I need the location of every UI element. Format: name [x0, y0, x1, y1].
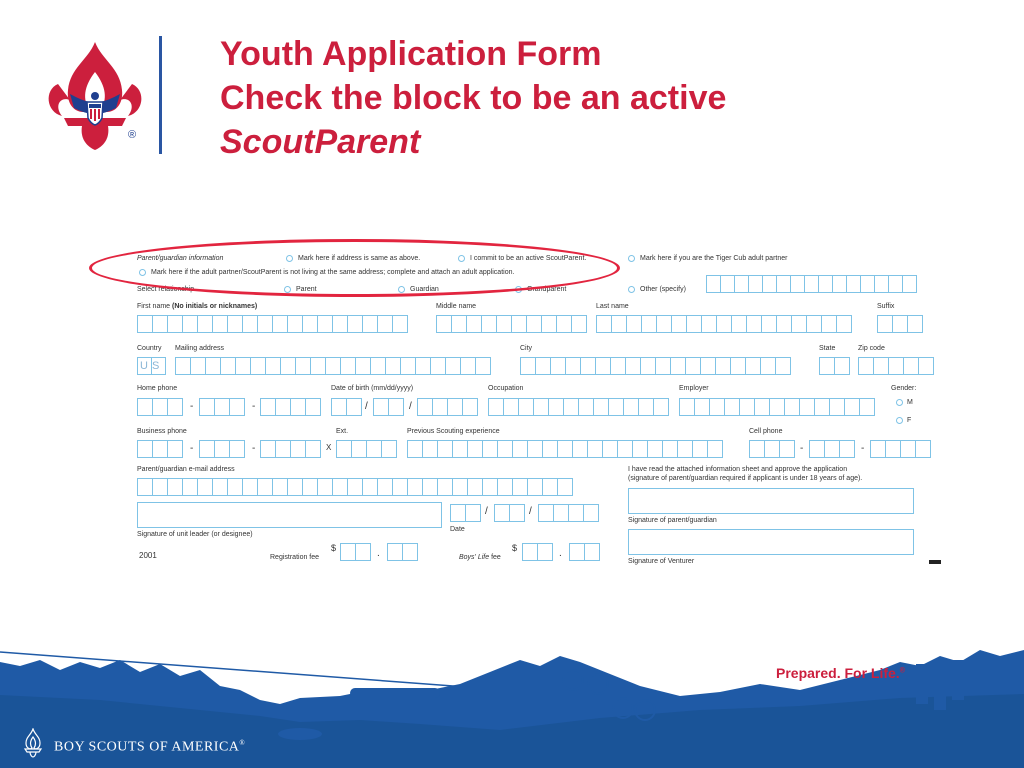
- boys-life-dollars-field[interactable]: [522, 543, 552, 561]
- reg-fee-cents-field[interactable]: [387, 543, 417, 561]
- gender-f-label: F: [907, 417, 912, 424]
- date-month-field[interactable]: [450, 504, 480, 522]
- cell-phone-dash-2: -: [861, 443, 865, 454]
- email-field[interactable]: [137, 478, 572, 496]
- city-label: City: [520, 345, 533, 352]
- date-slash-1: /: [485, 506, 488, 517]
- dob-month-field[interactable]: [331, 398, 361, 416]
- reg-fee-dollar: $: [331, 543, 337, 553]
- same-address-label: Mark here if address is same as above.: [298, 255, 421, 262]
- employer-field[interactable]: [679, 398, 874, 416]
- parent-info-label: Parent/guardian information: [137, 255, 224, 262]
- employer-label: Employer: [679, 385, 709, 392]
- form-year: 2001: [139, 551, 157, 560]
- cell-phone-label: Cell phone: [749, 428, 783, 435]
- cell-phone-line-field[interactable]: [870, 440, 930, 458]
- title-line-3: ScoutParent: [220, 123, 421, 161]
- reg-fee-dot: .: [377, 548, 380, 559]
- country-value: US: [140, 360, 164, 372]
- prev-scouting-label: Previous Scouting experience: [407, 428, 500, 435]
- home-phone-area-field[interactable]: [137, 398, 182, 416]
- tiger-cub-label: Mark here if you are the Tiger Cub adult partner: [640, 255, 788, 262]
- first-name-label: First name (No initials or nicknames): [137, 303, 258, 310]
- sig-parent-label: Signature of parent/guardian: [628, 517, 717, 524]
- tiger-cub-radio[interactable]: [628, 255, 635, 262]
- dob-slash-2: /: [409, 401, 412, 412]
- home-phone-dash-2: -: [252, 401, 256, 412]
- highlight-ellipse: [89, 239, 620, 297]
- other-specify-field[interactable]: [706, 275, 916, 293]
- email-label: Parent/guardian e-mail address: [137, 466, 235, 473]
- suffix-label: Suffix: [877, 303, 895, 310]
- business-phone-label: Business phone: [137, 428, 187, 435]
- dob-label: Date of birth (mm/dd/yyyy): [331, 385, 414, 392]
- cell-phone-dash-1: -: [800, 443, 804, 454]
- date-label: Date: [450, 526, 465, 533]
- first-name-field[interactable]: [137, 315, 407, 333]
- zip-label: Zip code: [858, 345, 885, 352]
- state-field[interactable]: [819, 357, 849, 375]
- business-phone-prefix-field[interactable]: [199, 440, 244, 458]
- ext-label: Ext.: [336, 428, 349, 435]
- footer-fleur-de-lis-icon: [20, 728, 46, 758]
- select-relationship-label: Select relationship: [137, 286, 195, 293]
- footer-tagline: Prepared. For Life.®: [776, 665, 905, 681]
- gender-m-radio[interactable]: [896, 399, 903, 406]
- gender-m-label: M: [907, 399, 913, 406]
- date-day-field[interactable]: [494, 504, 524, 522]
- gender-f-radio[interactable]: [896, 417, 903, 424]
- boys-life-dot: .: [559, 548, 562, 559]
- dob-year-field[interactable]: [417, 398, 477, 416]
- occupation-label: Occupation: [488, 385, 524, 392]
- form-dash-mark: [929, 560, 941, 564]
- sig-venturer-label: Signature of Venturer: [628, 558, 695, 565]
- home-phone-line-field[interactable]: [260, 398, 320, 416]
- rel-other-label: Other (specify): [640, 286, 686, 293]
- approve-text-2: (signature of parent/guardian required if applicant is under 18 years of age).: [628, 475, 863, 482]
- title-line-2: Check the block to be an active: [220, 79, 727, 117]
- state-label: State: [819, 345, 836, 352]
- reg-fee-dollars-field[interactable]: [340, 543, 370, 561]
- boys-life-label: Boys' Life fee: [459, 554, 501, 561]
- boys-life-dollar: $: [512, 543, 518, 553]
- zip-field[interactable]: [858, 357, 933, 375]
- last-name-label: Last name: [596, 303, 629, 310]
- sig-unit-leader-label: Signature of unit leader (or designee): [137, 531, 253, 538]
- dob-day-field[interactable]: [373, 398, 403, 416]
- rel-other-radio[interactable]: [628, 286, 635, 293]
- date-year-field[interactable]: [538, 504, 598, 522]
- home-phone-dash-1: -: [190, 401, 194, 412]
- business-phone-area-field[interactable]: [137, 440, 182, 458]
- dob-slash-1: /: [365, 401, 368, 412]
- reg-fee-label: Registration fee: [270, 554, 320, 561]
- parent-signature-field[interactable]: [628, 488, 914, 514]
- suffix-field[interactable]: [877, 315, 922, 333]
- commit-scoutparent-label: I commit to be an active ScoutParent.: [470, 255, 587, 262]
- rel-guardian-label: Guardian: [410, 286, 439, 293]
- city-field[interactable]: [520, 357, 790, 375]
- not-living-label: Mark here if the adult partner/ScoutParent is not living at the same address; complete and attach an adult application.: [151, 269, 515, 276]
- mailing-address-label: Mailing address: [175, 345, 225, 352]
- home-phone-label: Home phone: [137, 385, 178, 392]
- title-line-1: Youth Application Form: [220, 35, 602, 73]
- middle-name-field[interactable]: [436, 315, 586, 333]
- prev-scouting-field[interactable]: [407, 440, 722, 458]
- boys-life-cents-field[interactable]: [569, 543, 599, 561]
- approve-text-1: I have read the attached information sheet and approve the application: [628, 466, 848, 473]
- ext-field[interactable]: [336, 440, 396, 458]
- business-phone-dash-1: -: [190, 443, 194, 454]
- date-slash-2: /: [529, 506, 532, 517]
- country-label: Country: [137, 345, 162, 352]
- venturer-signature-field[interactable]: [628, 529, 914, 555]
- rel-parent-label: Parent: [296, 286, 317, 293]
- business-phone-line-field[interactable]: [260, 440, 320, 458]
- mailing-address-field[interactable]: [175, 357, 490, 375]
- home-phone-prefix-field[interactable]: [199, 398, 244, 416]
- cell-phone-prefix-field[interactable]: [809, 440, 854, 458]
- last-name-field[interactable]: [596, 315, 851, 333]
- gender-label: Gender:: [891, 385, 917, 392]
- rel-grandparent-label: Grandparent: [527, 286, 567, 293]
- cell-phone-area-field[interactable]: [749, 440, 794, 458]
- unit-leader-signature-field[interactable]: [137, 502, 442, 528]
- occupation-field[interactable]: [488, 398, 668, 416]
- footer-org-name: BOY SCOUTS OF AMERICA®: [54, 739, 246, 755]
- svg-text:®: ®: [128, 129, 137, 141]
- business-phone-dash-2: -: [252, 443, 256, 454]
- middle-name-label: Middle name: [436, 303, 477, 310]
- ext-x: X: [326, 443, 332, 452]
